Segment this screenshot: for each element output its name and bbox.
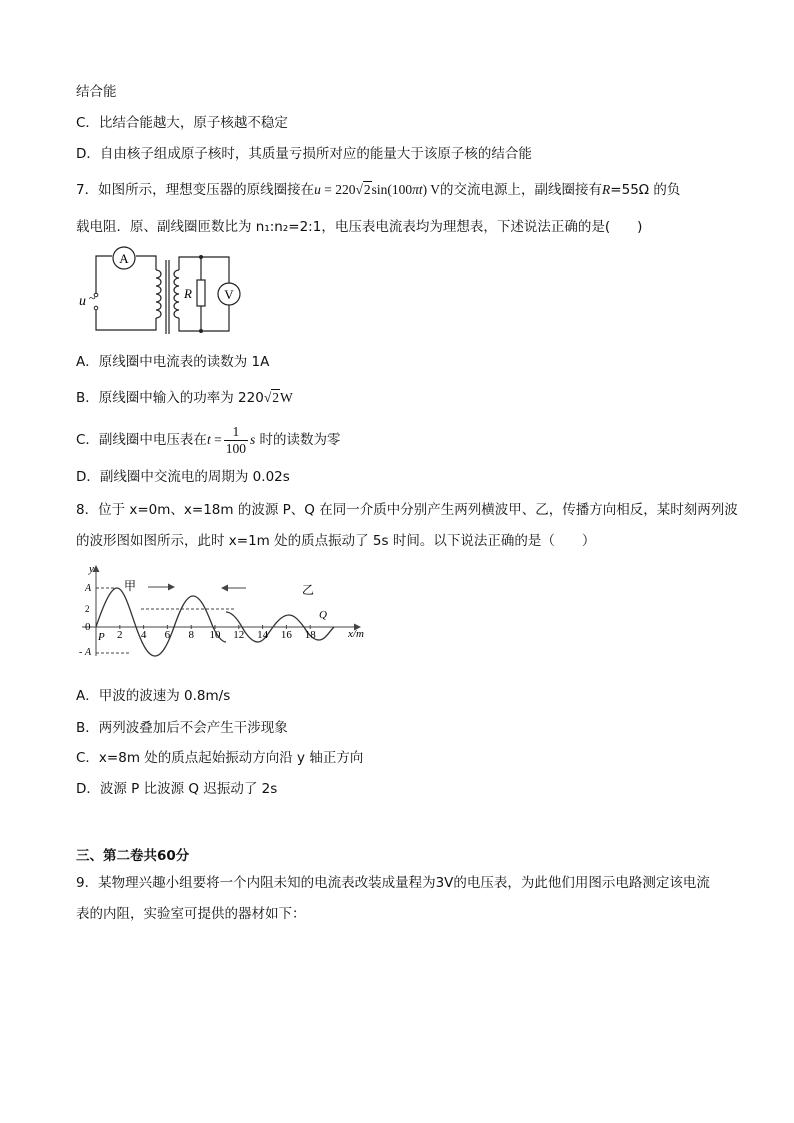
q7-pi: πt xyxy=(412,182,423,197)
q7-b-sqrt-sign: √ xyxy=(263,390,272,405)
x-tick-label: 14 xyxy=(257,629,269,641)
q7-option-d: D．副线圈中交流电的周期为 0.02s xyxy=(76,469,290,485)
q7-eq: = 220 xyxy=(320,182,356,197)
q7-c-denominator: 100 xyxy=(225,440,246,456)
q8-option-a: A．甲波的波速为 0.8m/s xyxy=(76,688,231,704)
q7-text-b: 的交流电源上，副线圈接有 xyxy=(440,182,603,198)
source-p-label: P xyxy=(98,631,105,643)
resistor-label: R xyxy=(184,286,192,301)
q7-c-fraction xyxy=(224,424,248,457)
option-c-previous: C．比结合能越大，原子核越不稳定 xyxy=(76,115,288,131)
q8-option-c: C．x=8m 处的质点起始振动方向沿 y 轴正方向 xyxy=(76,750,364,766)
q8-option-d: D．波源 P 比波源 Q 迟振动了 2s xyxy=(76,781,278,797)
half-amplitude-mark: 2 xyxy=(85,604,90,614)
q7-c-t: t xyxy=(206,432,211,447)
section-heading: 三、第二卷共60分 xyxy=(76,848,190,864)
question-8-line-2: 的波形图如图所示，此时 x=1m 处的质点振动了 5s 时间。以下说法正确的是（ ） xyxy=(76,533,596,549)
q7-text-a: 7．如图所示，理想变压器的原线圈接在 xyxy=(76,182,315,198)
transformer-circuit-diagram xyxy=(76,244,256,340)
x-tick-label: 10 xyxy=(209,629,221,641)
q7-c-text: C．副线圈中电压表在 xyxy=(76,432,207,448)
source-q-label: Q xyxy=(319,609,327,621)
q7-u: u xyxy=(314,182,321,197)
wave-yi-label: 乙 xyxy=(302,583,315,597)
q7-option-b xyxy=(76,388,293,408)
wave-jia-label: 甲 xyxy=(124,579,137,593)
text-line: 结合能 xyxy=(76,84,117,100)
q7-option-c xyxy=(76,422,341,458)
source-label: u xyxy=(79,294,86,309)
x-tick-label: 16 xyxy=(280,629,292,641)
x-tick-label: 18 xyxy=(304,629,316,641)
amplitude-negative-sign: - xyxy=(79,647,83,658)
question-9-line-2: 表的内阻，实验室可提供的器材如下： xyxy=(76,906,306,922)
q7-c-text-b: 时的读数为零 xyxy=(255,432,341,448)
q7-option-a: A．原线圈中电流表的读数为 1A xyxy=(76,354,270,370)
q7-sqrt: 2 xyxy=(363,182,371,197)
q7-c-eq: = xyxy=(210,432,222,447)
question-8-line-1: 8．位于 x=0m、x=18m 的波源 P、Q 在同一介质中分别产生两列横波甲、乙，传播方向相反，某时刻两列波 xyxy=(76,502,738,518)
q8-option-b: B．两列波叠加后不会产生干涉现象 xyxy=(76,720,288,736)
q7-b-text: B．原线圈中输入的功率为 220 xyxy=(76,390,264,406)
x-tick-label: 6 xyxy=(164,629,171,641)
question-7-line-2: 载电阻．原、副线圈匝数比为 n₁:n₂=2:1，电压表电流表均为理想表，下述说法正确的是( ) xyxy=(76,219,643,235)
x-tick-label: 2 xyxy=(117,629,123,641)
q7-r: R xyxy=(602,182,611,197)
q7-c-numerator: 1 xyxy=(224,424,248,441)
q7-c-s: s xyxy=(249,432,256,447)
y-axis-label: y xyxy=(89,563,94,575)
x-tick-label: 8 xyxy=(188,629,194,641)
origin-label: 0 xyxy=(85,621,91,633)
q7-sin: sin(100 xyxy=(371,182,413,197)
q7-sqrt-sign: √ xyxy=(355,182,363,197)
option-d-previous: D．自由核子组成原子核时，其质量亏损所对应的能量大于该原子核的结合能 xyxy=(76,146,532,162)
amplitude-positive: A xyxy=(85,583,92,594)
ammeter-label: A xyxy=(119,251,129,266)
q7-b-unit: W xyxy=(280,390,293,405)
q7-text-c: =55Ω 的负 xyxy=(610,182,681,198)
amplitude-negative: A xyxy=(85,647,92,658)
wave-graph-figure xyxy=(76,560,372,660)
x-axis-label: x/m xyxy=(348,628,364,640)
ac-symbol: ~ xyxy=(89,291,96,305)
x-tick-label: 4 xyxy=(140,629,147,641)
voltmeter-label: V xyxy=(224,287,234,302)
x-tick-label: 12 xyxy=(233,629,245,641)
question-9-line-1: 9．某物理兴趣小组要将一个内阻未知的电流表改装成量程为3V的电压表，为此他们用图示电路测定该电流 xyxy=(76,875,710,891)
question-7-line-1 xyxy=(76,180,680,200)
q7-b-sqrt: 2 xyxy=(272,390,279,405)
q7-close: ) V xyxy=(422,182,441,197)
